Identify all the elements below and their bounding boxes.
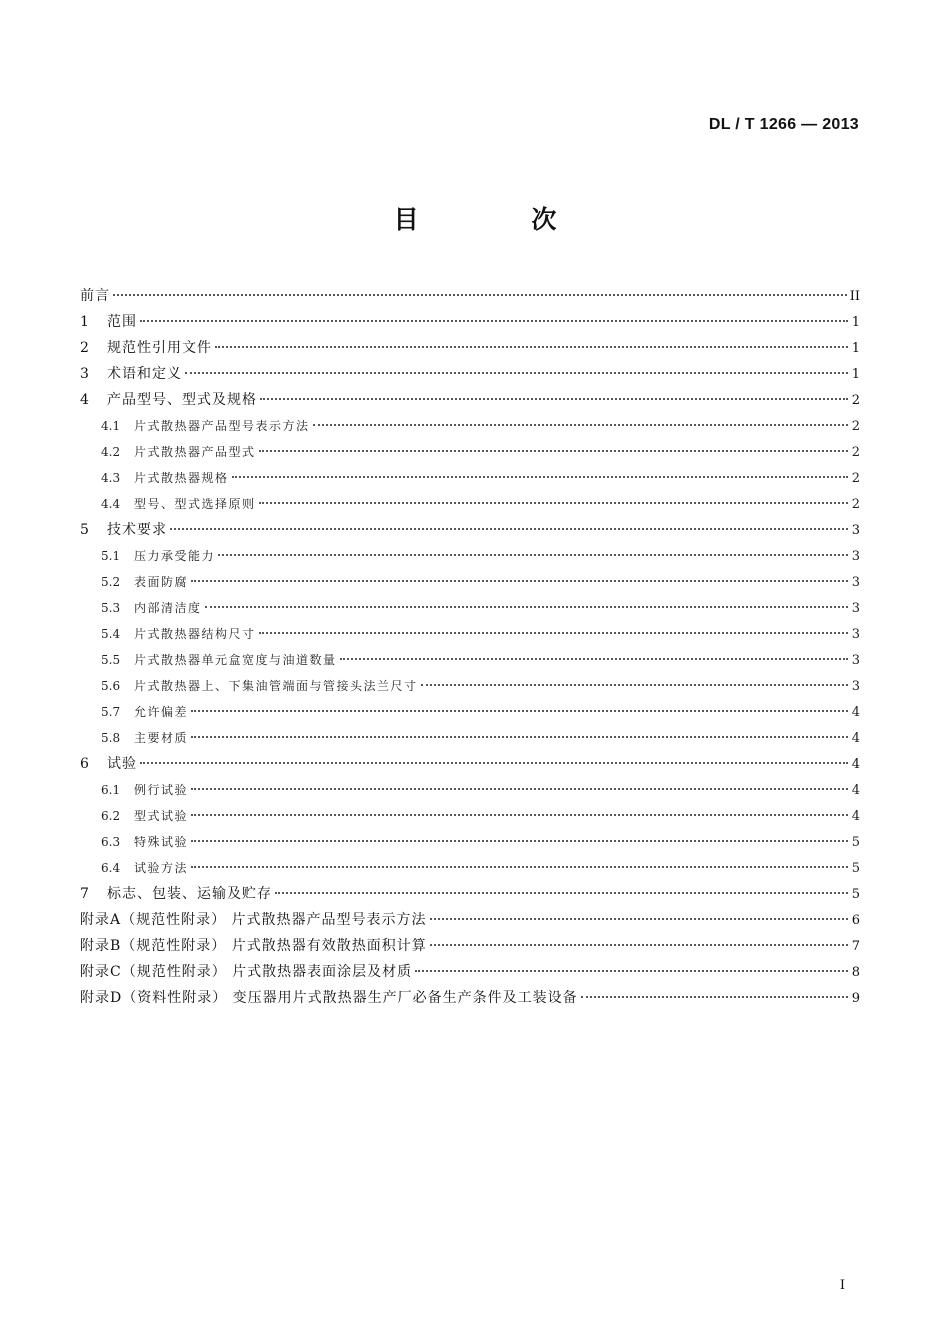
toc-entry-label: 范围 (107, 314, 137, 330)
toc-entry-label: 片式散热器规格 (134, 471, 229, 485)
toc-dot-leader (191, 710, 848, 712)
toc-entry[interactable] (80, 595, 860, 621)
toc-entry[interactable] (80, 309, 860, 335)
toc-dot-leader (170, 528, 848, 530)
toc-entry-number: 4.3 (101, 471, 121, 485)
toc-entry-number: 5.7 (101, 705, 121, 719)
toc-entry[interactable] (80, 335, 860, 361)
toc-entry-label: 产品型号、型式及规格 (107, 392, 257, 408)
toc-entry-label: 主要材质 (134, 731, 189, 745)
toc-dot-leader (191, 788, 848, 790)
toc-entry-page: 5 (851, 887, 860, 902)
toc-entry-page: 3 (851, 575, 860, 590)
toc-entry-label: 附录D（资料性附录） 变压器用片式散热器生产厂必备生产条件及工装设备 (80, 990, 578, 1006)
toc-entry-page: 3 (851, 549, 860, 564)
toc-dot-leader (140, 762, 848, 764)
toc-entry[interactable] (80, 777, 860, 803)
toc-entry-page: 3 (851, 679, 860, 694)
toc-dot-leader (191, 814, 848, 816)
toc-entry-number: 5.1 (101, 549, 121, 563)
table-of-contents (80, 283, 860, 1011)
toc-entry[interactable] (80, 751, 860, 777)
toc-dot-leader (260, 398, 848, 400)
page-number: I (839, 1278, 845, 1293)
toc-entry-page: 2 (851, 497, 860, 512)
toc-entry-number: 5 (80, 522, 89, 538)
toc-entry[interactable] (80, 881, 860, 907)
toc-entry[interactable] (80, 439, 860, 465)
toc-entry-label: 型号、型式选择原则 (134, 497, 256, 511)
toc-dot-leader (113, 294, 847, 296)
toc-entry-page: 4 (851, 783, 860, 798)
toc-entry-number: 2 (80, 340, 89, 356)
toc-entry[interactable] (80, 283, 860, 309)
page-title: 目 次 (393, 205, 609, 234)
toc-dot-leader (415, 970, 848, 972)
toc-entry-label: 例行试验 (134, 783, 189, 797)
toc-entry-page: 5 (851, 861, 860, 876)
toc-dot-leader (140, 320, 848, 322)
toc-dot-leader (232, 476, 848, 478)
toc-entry-number: 5.8 (101, 731, 121, 745)
toc-entry-label: 标志、包装、运输及贮存 (107, 886, 272, 902)
toc-entry-label: 片式散热器产品型式 (134, 445, 256, 459)
toc-entry-page: 2 (851, 471, 860, 486)
toc-entry[interactable] (80, 361, 860, 387)
toc-dot-leader (205, 606, 848, 608)
toc-entry-label: 试验 (107, 756, 137, 772)
toc-entry-label: 前言 (80, 288, 110, 304)
toc-entry-page: 3 (851, 627, 860, 642)
toc-entry-page: 3 (851, 601, 860, 616)
toc-entry-label: 规范性引用文件 (107, 340, 212, 356)
toc-entry-number: 6 (80, 756, 89, 772)
toc-entry-label: 特殊试验 (134, 835, 189, 849)
toc-entry-number: 6.3 (101, 835, 121, 849)
toc-entry-label: 附录B（规范性附录） 片式散热器有效散热面积计算 (80, 938, 427, 954)
toc-entry-label: 型式试验 (134, 809, 189, 823)
toc-dot-leader (191, 840, 848, 842)
toc-entry-label: 片式散热器产品型号表示方法 (134, 419, 310, 433)
toc-dot-leader (421, 684, 848, 686)
toc-dot-leader (185, 372, 848, 374)
toc-entry[interactable] (80, 725, 860, 751)
toc-entry-number: 4.2 (101, 445, 121, 459)
toc-entry-number: 7 (80, 886, 89, 902)
toc-entry-label: 试验方法 (134, 861, 189, 875)
toc-entry-page: 4 (851, 809, 860, 824)
toc-entry-page: 2 (851, 393, 860, 408)
toc-entry[interactable] (80, 517, 860, 543)
toc-entry[interactable] (80, 621, 860, 647)
toc-entry-page: 7 (851, 939, 860, 954)
toc-entry-number: 5.4 (101, 627, 121, 641)
toc-entry-number: 5.3 (101, 601, 121, 615)
toc-entry-label: 技术要求 (107, 522, 167, 538)
toc-entry-number: 6.4 (101, 861, 121, 875)
toc-entry-page: 4 (851, 705, 860, 720)
toc-entry-page: 1 (851, 367, 860, 382)
toc-entry-number: 6.1 (101, 783, 121, 797)
toc-dot-leader (218, 554, 848, 556)
toc-dot-leader (259, 632, 848, 634)
toc-entry[interactable] (80, 387, 860, 413)
toc-entry-label: 压力承受能力 (134, 549, 216, 563)
toc-entry-page: 8 (851, 965, 860, 980)
toc-entry-page: 1 (851, 315, 860, 330)
toc-entry-page: 2 (851, 419, 860, 434)
toc-entry[interactable] (80, 803, 860, 829)
toc-entry[interactable] (80, 829, 860, 855)
toc-entry-number: 6.2 (101, 809, 121, 823)
toc-dot-leader (275, 892, 848, 894)
toc-entry[interactable] (80, 699, 860, 725)
standard-code: DL / T 1266 — 2013 (708, 116, 859, 133)
toc-entry-page: 4 (851, 757, 860, 772)
toc-entry-number: 5.5 (101, 653, 121, 667)
toc-entry-number: 4.4 (101, 497, 121, 511)
toc-entry-label: 片式散热器单元盒宽度与油道数量 (134, 653, 337, 667)
toc-entry[interactable] (80, 985, 860, 1011)
toc-entry[interactable] (80, 647, 860, 673)
toc-entry[interactable] (80, 569, 860, 595)
toc-entry-label: 内部清洁度 (134, 601, 202, 615)
toc-entry-page: 5 (851, 835, 860, 850)
toc-dot-leader (259, 450, 848, 452)
toc-entry[interactable] (80, 933, 860, 959)
toc-entry[interactable] (80, 543, 860, 569)
toc-dot-leader (215, 346, 848, 348)
toc-entry-label: 术语和定义 (107, 366, 182, 382)
toc-entry-page: 1 (851, 341, 860, 356)
toc-dot-leader (191, 866, 848, 868)
toc-entry-number: 5.2 (101, 575, 121, 589)
toc-entry[interactable] (80, 855, 860, 881)
toc-entry-label: 允许偏差 (134, 705, 189, 719)
toc-entry-label: 表面防腐 (134, 575, 189, 589)
toc-entry-page: 3 (851, 653, 860, 668)
toc-entry-number: 4 (80, 392, 89, 408)
toc-dot-leader (259, 502, 848, 504)
toc-dot-leader (313, 424, 848, 426)
toc-entry-page: 2 (851, 445, 860, 460)
toc-dot-leader (340, 658, 848, 660)
toc-dot-leader (191, 580, 848, 582)
toc-entry-page: 4 (851, 731, 860, 746)
toc-entry[interactable] (80, 959, 860, 985)
toc-dot-leader (430, 944, 848, 946)
toc-dot-leader (430, 918, 848, 920)
toc-entry-number: 1 (80, 314, 89, 330)
toc-entry[interactable] (80, 465, 860, 491)
toc-entry-label: 附录A（规范性附录） 片式散热器产品型号表示方法 (80, 912, 427, 928)
toc-entry[interactable] (80, 413, 860, 439)
toc-entry-page: 9 (851, 991, 860, 1006)
toc-entry-number: 4.1 (101, 419, 121, 433)
toc-entry[interactable] (80, 491, 860, 517)
toc-entry-number: 5.6 (101, 679, 121, 693)
toc-entry[interactable] (80, 907, 860, 933)
toc-entry-page: 3 (851, 523, 860, 538)
toc-entry-number: 3 (80, 366, 89, 382)
toc-dot-leader (191, 736, 848, 738)
toc-entry-page: 6 (851, 913, 860, 928)
toc-entry-page: II (849, 289, 860, 304)
toc-entry-label: 片式散热器结构尺寸 (134, 627, 256, 641)
toc-entry[interactable] (80, 673, 860, 699)
toc-dot-leader (581, 996, 848, 998)
toc-entry-label: 片式散热器上、下集油管端面与管接头法兰尺寸 (134, 679, 418, 693)
toc-entry-label: 附录C（规范性附录） 片式散热器表面涂层及材质 (80, 964, 413, 980)
